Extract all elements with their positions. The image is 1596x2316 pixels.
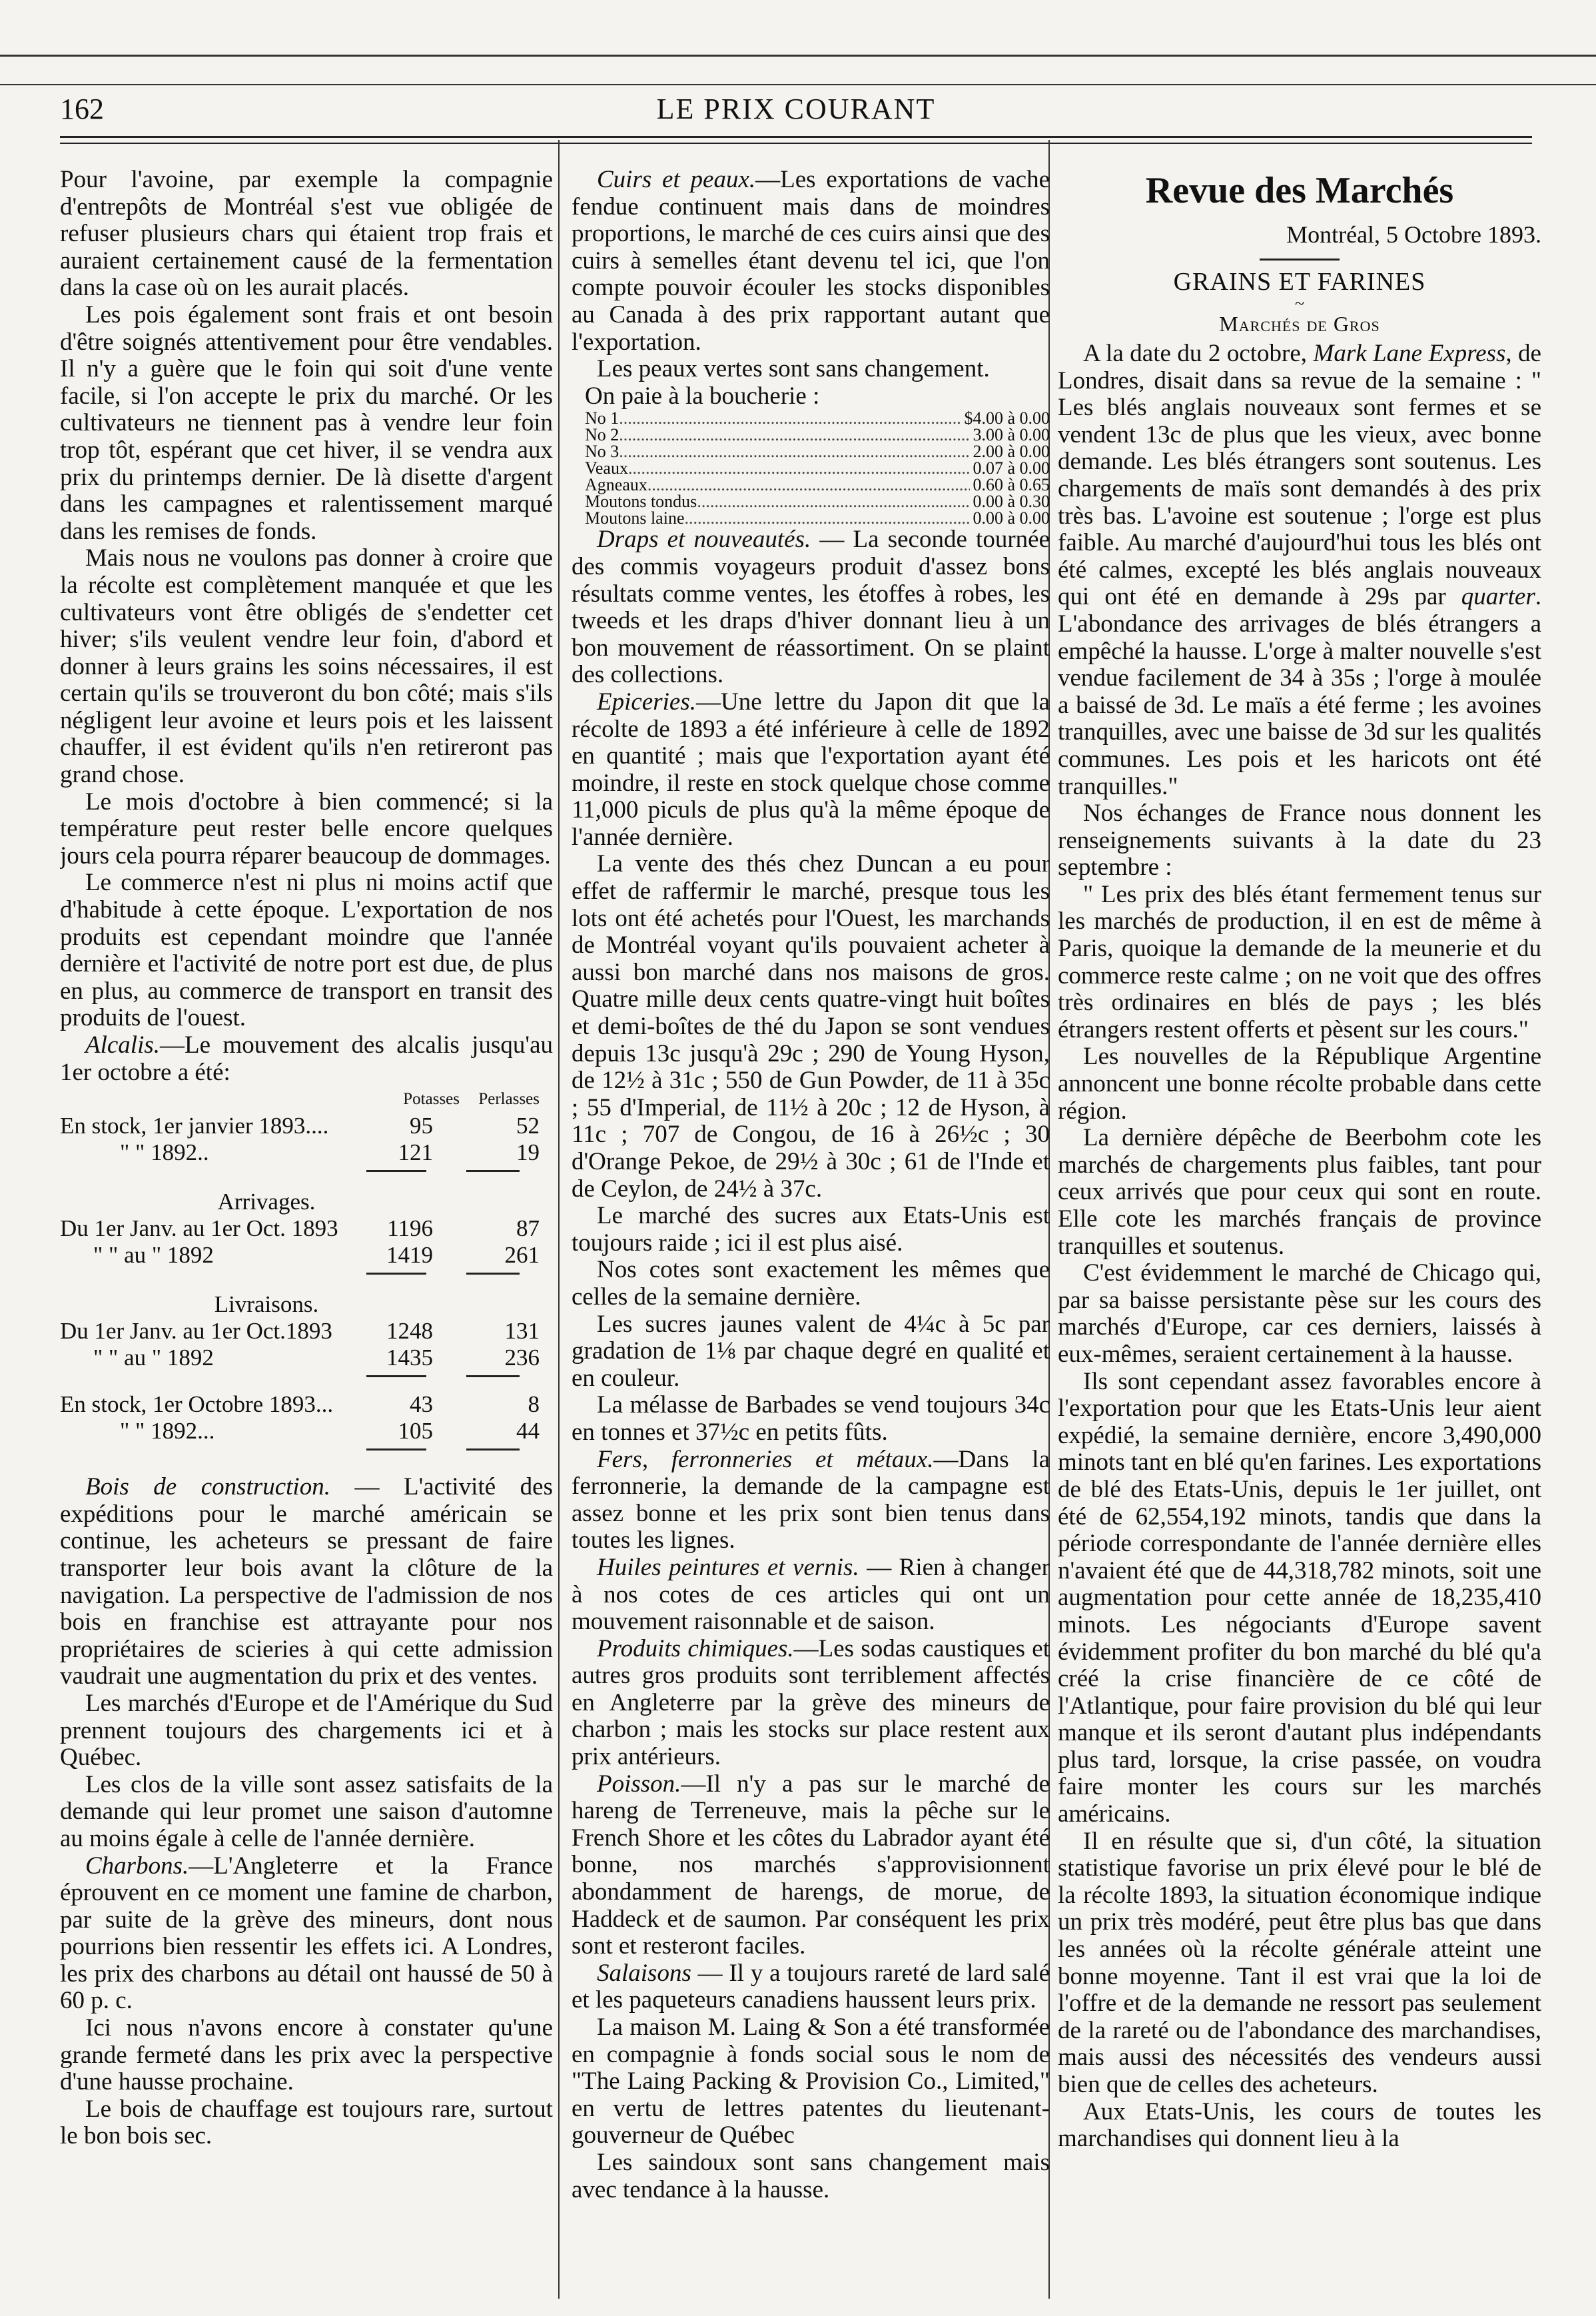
text-run: A la date du 2 octobre,: [1083, 340, 1314, 367]
row-label: En stock, 1er janvier 1893....: [60, 1113, 329, 1139]
fers-text: —Dans la ferronnerie, la demande de la campagne est assez bonne et les prix sont bien tenus dans toutes les lignes.: [572, 1445, 1050, 1554]
cell-perlasses: 44: [516, 1418, 540, 1445]
paragraph: La mélasse de Barbades se vend toujours 34c en tonnes et 37½c en petits fûts.: [572, 1391, 1050, 1446]
leader-dots: [697, 493, 970, 510]
table-row: [60, 1345, 553, 1371]
price-row: [572, 460, 1050, 476]
cell-perlasses: 52: [516, 1113, 540, 1139]
paragraph: Aux Etats-Unis, les cours de toutes les marchandises qui donnent lieu à la: [1058, 2097, 1541, 2153]
paragraph: C'est évidemment le marché de Chicago qui, par sa baisse persistante pèse sur les cours des marchés d'Europe, car ces derniers, laissés à eux-mêmes, seraient certainement à la hausse.: [1058, 1259, 1541, 1368]
section-arrivages: Arrivages.: [217, 1189, 316, 1215]
cell-potasses: 95: [410, 1113, 433, 1139]
row-label: " " au " 1892: [93, 1242, 214, 1269]
paragraph-alcalis: [60, 1032, 553, 1086]
paragraph: Nos cotes sont exactement les mêmes que celles de la semaine dernière.: [572, 1256, 1050, 1311]
sum-rule: [60, 1166, 553, 1175]
table-row: [60, 1215, 553, 1242]
price-label: Agneaux: [585, 475, 647, 495]
cell-potasses: 105: [398, 1418, 433, 1445]
row-label: Du 1er Janv. au 1er Oct.1893: [60, 1318, 332, 1345]
section-title: Revue des Marchés: [1145, 170, 1454, 211]
price-row: [572, 476, 1050, 493]
price-label: Moutons tondus: [585, 492, 697, 512]
paragraph: Les nouvelles de la République Argentine annoncent une bonne récolte probable dans cette région.: [1058, 1043, 1541, 1125]
cell-perlasses: 131: [504, 1318, 540, 1345]
cell-potasses: 43: [410, 1391, 433, 1418]
paragraph-poisson: [572, 1771, 1050, 1960]
dateline: Montréal, 5 Octobre 1893.: [1286, 221, 1541, 248]
page-title: LE PRIX COURANT: [656, 93, 936, 125]
row-label: " " 1892...: [120, 1418, 215, 1445]
col-head-potasses: Potasses: [403, 1090, 460, 1109]
price-value: $4.00 à 0.00: [964, 408, 1050, 428]
price-value: 0.07 à 0.00: [973, 458, 1050, 478]
paragraph-fers: [572, 1447, 1050, 1554]
leader-dots: [685, 510, 971, 526]
top-rule-2: [0, 84, 1596, 85]
paragraph-cuirs: [572, 167, 1050, 356]
row-label: En stock, 1er Octobre 1893...: [60, 1391, 334, 1418]
text-run: . L'abondance des arrivages de blés étrangers a empêché la hausse. L'orge à malter nouvelle s'est vendue facilement de 34 à 35s ; l'orge à moulée a baissé de 3d. Le maïs a été ferme ; les avoines tranquilles, avec une baisse de 3d sur les qualités communes. Les pois et les haricots ont été tranquilles.": [1058, 583, 1541, 800]
paragraph: Mais nous ne voulons pas donner à croire que la récolte est complètement manquée et que les cultivateurs vont être obligés de s'endetter cet hiver; s'ils veulent vendre leur foin, d'abord et donner à leurs grains les soins nécessaires, il est certain qu'ils se trouveront du bon côté; mais s'ils négligent leur avoine et leurs pois et les laissent chauffer, il est évident qu'ils n'en retireront pas grand chose.: [60, 544, 553, 789]
table-row: [60, 1113, 553, 1139]
salaisons-text: — Il y a toujours rareté de lard salé et les paqueteurs canadiens haussent leurs prix.: [572, 1959, 1050, 2014]
rubric-produits: Produits chimiques.: [597, 1634, 794, 1662]
row-label: " " 1892..: [120, 1139, 209, 1166]
cell-perlasses: 19: [516, 1139, 540, 1166]
rubric-draps: Draps et nouveautés.: [597, 526, 811, 554]
paragraph-charbons: [60, 1853, 553, 2016]
paragraph: Le commerce n'est ni plus ni moins actif que d'habitude à cette époque. L'exportation de nos produits est cependant moindre que l'année dernière et l'activité de notre port est due, de plus en plus, au commerce de transport en transit des produits de l'ouest.: [60, 869, 553, 1032]
price-value: 2.00 à 0.00: [973, 442, 1050, 462]
sum-rule: [60, 1445, 553, 1454]
leader-dots: [647, 476, 971, 493]
alcalis-header-row: [60, 1086, 553, 1113]
cell-potasses: 1248: [386, 1318, 433, 1345]
price-list-heading: On paie à la boucherie :: [585, 382, 820, 410]
header-rule: [60, 136, 1532, 138]
paragraph-bois: [60, 1474, 553, 1690]
paragraph: Pour l'avoine, par exemple la compagnie d'entrepôts de Montréal s'est vue obligée de refuser plusieurs chars qui étaient trop frais et auraient certainement causé de la fermentation dans la case où on les aurait placés.: [60, 167, 553, 302]
leader-dots: [628, 460, 970, 476]
paragraph-huiles: [572, 1554, 1050, 1636]
cell-potasses: 1435: [386, 1345, 433, 1371]
rubric-poisson: Poisson.: [597, 1770, 681, 1798]
paragraph: Ils sont cependant assez favorables encore à l'exportation pour que les Etats-Unis leur aient expédié, la semaine dernière, encore 3,490,000 minots tant en blé qu'en farines. Les exportations de blé des Etats-Unis, depuis le 1er juillet, ont été de 62,554,192 minots, tandis que dans la période correspondante de l'année dernière elles n'avaient été que de 44,318,782 minots, soit une augmentation pour cette année de 18,235,410 minots. Les négociants d'Europe savent évidemment profiter du bon marché du blé qu'a créé la crise financière de ce côté de l'Atlantique, pour faire provision du blé qui leur manque et ils seront d'autant plus indépendants plus tard, lorsque, la crise passée, on voudra faire monter les cours sur les marchés américains.: [1058, 1367, 1541, 1828]
paragraph: [1058, 340, 1541, 800]
sum-rule: [60, 1371, 553, 1381]
column-divider-1: [558, 140, 560, 2299]
ornament-icon: ~: [1294, 294, 1305, 313]
rubric-bois: Bois de construction.: [85, 1473, 330, 1501]
price-label: No 3: [585, 442, 619, 462]
price-value: 3.00 à 0.00: [973, 425, 1050, 445]
top-rule: [0, 55, 1596, 57]
rubric-cuirs: Cuirs et peaux.: [597, 167, 756, 193]
table-row: [60, 1418, 553, 1445]
paragraph: Les pois également sont frais et ont besoin d'être soignés attentivement pour être vendables. Il n'y a guère que le foin qui soit d'une vente facile, si l'on accepte le prix du marché. Or les cultivateurs ne tiennent pas à vendre leur foin trop tôt, espérant que cet hiver, il se vendra aux prix du printemps dernier. De là disette d'argent dans les campagnes et ralentissement marqué dans les remises de fonds.: [60, 300, 553, 545]
sum-rule: [60, 1269, 553, 1278]
column-2: [572, 167, 1050, 2299]
paragraph: La maison M. Laing & Son a été transformée en compagnie à fonds social sous le nom de "The Laing Packing & Provision Co., Limited," en vertu de lettres patentes du lieutenant-gouverneur de Québec: [572, 2014, 1050, 2149]
price-label: Moutons laine: [585, 508, 685, 528]
title-rule: [1260, 259, 1340, 261]
price-label: No 1: [585, 408, 619, 428]
column-3: [1058, 167, 1541, 2299]
price-row: [572, 493, 1050, 510]
paragraph: La dernière dépêche de Beerbohm cote les marchés de chargements plus faibles, tant pour ceux arrivés que pour ceux qui sont en route. Elle cote les marchés français de province tranquilles et soutenus.: [1058, 1124, 1541, 1260]
leader-dots: [619, 443, 970, 460]
price-row: [572, 410, 1050, 426]
rubric-charbons: Charbons.: [85, 1852, 189, 1880]
paragraph: Les saindoux sont sans changement mais avec tendance à la hausse.: [572, 2148, 1050, 2203]
text-run-italic: quarter: [1461, 583, 1535, 611]
section-livraisons: Livraisons.: [214, 1291, 319, 1318]
paragraph: Il en résulte que si, d'un côté, la situation statistique favorise un prix élevé pour le blé de la récolte 1893, la situation économique indique un prix très modéré, peut être plus bas que dans les années où la récolte générale atteint une bonne moyenne. Tant il est vrai que la loi de l'offre et de la demande ne ressort pas seulement de la rareté ou de l'abondance des marchandises, mais aussi des nécessités des vendeurs aussi bien que de celles des acheteurs.: [1058, 1827, 1541, 2098]
price-row: [572, 426, 1050, 443]
rubric-huiles: Huiles peintures et vernis.: [597, 1553, 859, 1581]
price-list: [572, 410, 1050, 526]
cell-perlasses: 261: [504, 1242, 540, 1269]
price-label: No 2: [585, 425, 619, 445]
rubric-alcalis: Alcalis.: [85, 1031, 161, 1059]
cell-potasses: 1419: [386, 1242, 433, 1269]
alcalis-table: [60, 1086, 553, 1454]
paragraph: Le mois d'octobre à bien commencé; si la température peut rester belle encore quelques jours cela pourra réparer beaucoup de dommages.: [60, 788, 553, 869]
leader-dots: [619, 410, 961, 426]
table-row: [60, 1318, 553, 1345]
cuirs-text: —Les exportations de vache fendue continuent mais dans de moindres proportions, le marché de ces cuirs ainsi que des cuirs à semelles étant devenu tel ici, que l'on compte pouvoir écouler les stocks disponibles au Canada à des prix rapportant autant que l'exportation.: [572, 167, 1050, 356]
text-run: , de Londres, disait dans sa revue de la semaine : " Les blés anglais nouveaux sont fermes et se vendent 13c de plus que les vieux, avec bonne demande. Les blés étrangers sont soutenus. Les chargements de maïs sont demandés à des prix très bas. L'avoine est soutenue ; l'orge est plus faible. Au marché d'aujourd'hui tous les blés ont été calmes, excepté les blés anglais nouveaux qui ont été en demande à 29s par: [1058, 340, 1541, 611]
rubric-salaisons: Salaisons: [597, 1959, 691, 1987]
cell-potasses: 1196: [387, 1215, 433, 1242]
paragraph: Les marchés d'Europe et de l'Amérique du Sud prennent toujours des chargements ici et à Québec.: [60, 1689, 553, 1772]
paragraph: Les sucres jaunes valent de 4¼c à 5c par gradation de 1⅛ par chaque degré en qualité et en couleur.: [572, 1310, 1050, 1392]
paragraph-draps: [572, 526, 1050, 689]
section-heading: GRAINS ET FARINES: [1173, 268, 1426, 296]
table-row: [60, 1139, 553, 1166]
price-value: 0.00 à 0.30: [973, 492, 1050, 512]
cell-potasses: 121: [398, 1139, 433, 1166]
huiles-text: — Rien à changer à nos cotes de ces articles qui ont un mouvement raisonnable et de saison.: [572, 1553, 1050, 1636]
leader-dots: [619, 426, 970, 443]
price-row: [572, 443, 1050, 460]
rubric-fers: Fers, ferronneries et métaux.: [597, 1445, 934, 1473]
paragraph-produits: [572, 1636, 1050, 1771]
draps-text: — La seconde tournée des commis voyageurs produit d'assez bons résultats comme ventes, les étoffes à robes, les tweeds et les draps d'hiver donnant lieu à un bon mouvement de réassortiment. On se plaint des collections.: [572, 526, 1050, 689]
col-head-perlasses: Perlasses: [478, 1090, 540, 1109]
bois-text: — L'activité des expéditions pour le marché américain se continue, les acheteurs se pressant de faire transporter leur bois avant la clôture de la navigation. La perspective de l'admission de nos bois en franchise est attrayante pour nos propriétaires de scieries à qui cette admission vaudrait une augmentation du prix et des ventes.: [60, 1473, 553, 1690]
row-label: Du 1er Janv. au 1er Oct. 1893: [60, 1215, 338, 1242]
page-number: 162: [60, 93, 104, 125]
paragraph: Nos échanges de France nous donnent les renseignements suivants à la date du 23 septembre :: [1058, 800, 1541, 881]
table-row: [60, 1242, 553, 1269]
subsection-heading: Marchés de Gros: [1219, 312, 1380, 336]
paragraph: Ici nous n'avons encore à constater qu'une grande fermeté dans les prix avec la perspective d'une hausse prochaine.: [60, 2014, 553, 2096]
price-label: Veaux: [585, 458, 628, 478]
paragraph: " Les prix des blés étant fermement tenus sur les marchés de production, il en est de même à Paris, quoique la demande de la meunerie et du commerce reste calme ; on ne voit que des offres très ordinaires en blés de pays ; les blés étrangers restent offerts et pèsent sur les cours.": [1058, 880, 1541, 1043]
cell-perlasses: 87: [516, 1215, 540, 1242]
paragraph: Le marché des sucres aux Etats-Unis est toujours raide ; ici il est plus aisé.: [572, 1202, 1050, 1257]
paragraph-epiceries: [572, 689, 1050, 852]
page-header: [60, 92, 1532, 132]
row-label: " " au " 1892: [93, 1345, 214, 1371]
paragraph: Les peaux vertes sont sans changement.: [597, 355, 990, 383]
column-1: [60, 167, 553, 2299]
paragraph: Le bois de chauffage est toujours rare, surtout le bon bois sec.: [60, 2095, 553, 2150]
paragraph-salaisons: [572, 1960, 1050, 2014]
price-row: [572, 510, 1050, 526]
price-value: 0.00 à 0.00: [973, 508, 1050, 528]
produits-text: —Les sodas caustiques et autres gros produits sont terriblement affectés en Angleterre par la grève des mineurs de charbon ; mais les stocks sur place restent aux prix antérieurs.: [572, 1634, 1050, 1771]
cell-perlasses: 236: [504, 1345, 540, 1371]
charbons-text: —L'Angleterre et la France éprouvent en ce moment une famine de charbon, par suite de la grève des mineurs, dont nous pourrions bien ressentir les effets ici. A Londres, les prix des charbons au détail ont haussé de 50 à 60 p. c.: [60, 1852, 553, 2015]
poisson-text: —Il n'y a pas sur le marché de hareng de Terreneuve, mais la pêche sur le French Shore et les côtes du Labrador ayant été bonne, nos marchés s'approvisionnent abondamment de harengs, de morue, de Haddeck et de saumon. Par conséquent les prix sont et resteront faciles.: [572, 1770, 1050, 1960]
paragraph: La vente des thés chez Duncan a eu pour effet de raffermir le marché, presque tous les lots ont été achetés pour l'Ouest, les marchands de Montréal voyant qu'ils pouvaient acheter à aussi bon marché dans nos maisons de gros. Quatre mille deux cents quatre-vingt huit boîtes et demi-boîtes de thé du Japon se sont vendues depuis 13c jusqu'à 29c ; 290 de Young Hyson, de 12½ à 31c ; 550 de Gun Powder, de 11 à 35c ; 55 d'Imperial, de 11½ à 20c ; 12 de Hyson, à 11c ; 707 de Congou, de 16 à 26½c ; 30 d'Orange Pekoe, de 29½ à 30c ; 61 de l'Inde et de Ceylon, de 24½ à 37c.: [572, 850, 1050, 1203]
alcalis-text: —Le mouvement des alcalis jusqu'au 1er octobre a été:: [60, 1031, 553, 1086]
price-value: 0.60 à 0.65: [973, 475, 1050, 495]
rubric-epiceries: Epiceries.: [597, 688, 696, 716]
table-row: [60, 1391, 553, 1418]
epiceries-text: —Une lettre du Japon dit que la récolte de 1893 a été inférieure à celle de 1892 en quantité ; mais que l'exportation ayant été moindre, il reste en stock quelque chose comme 11,000 piculs de plus qu'à la même époque de l'année dernière.: [572, 688, 1050, 851]
cell-perlasses: 8: [528, 1391, 540, 1418]
header-rule-2: [60, 143, 1532, 144]
paragraph: Les clos de la ville sont assez satisfaits de la demande qui leur promet une saison d'automne au moins égale à celle de l'année dernière.: [60, 1770, 553, 1852]
publication-name: Mark Lane Express: [1313, 340, 1506, 367]
